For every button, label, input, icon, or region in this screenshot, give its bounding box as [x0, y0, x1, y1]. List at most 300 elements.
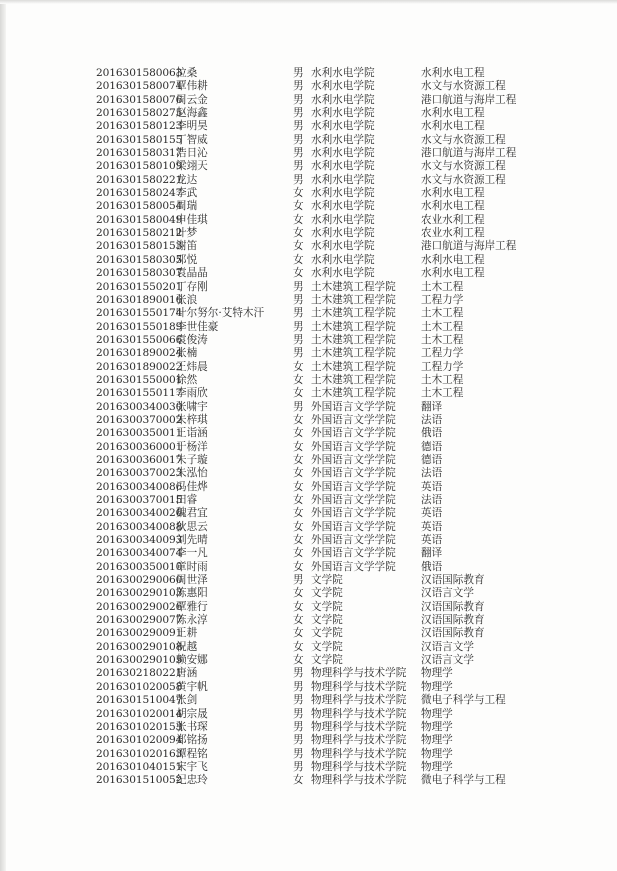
student-major: 水文与水资源工程 [421, 80, 506, 93]
student-name: 朱梓琪 [176, 413, 208, 426]
student-gender: 男 [293, 120, 304, 133]
student-id: 2016301040151 [96, 760, 183, 773]
table-row [0, 361, 617, 374]
table-row [0, 94, 617, 107]
table-row [0, 214, 617, 227]
student-college: 外国语言文学学院 [311, 413, 396, 426]
student-college: 文学院 [311, 587, 343, 600]
student-id: 2016301580054 [96, 200, 183, 213]
student-college: 土木建筑工程学院 [311, 293, 396, 306]
student-id: 2016300370023 [96, 467, 183, 480]
student-major: 英语 [421, 520, 443, 533]
student-gender: 女 [293, 427, 304, 440]
student-id: 2016301580153 [96, 240, 183, 253]
student-id: 2016300370002 [96, 413, 183, 426]
student-id: 2016300340026 [96, 507, 183, 520]
student-id: 2016301020163 [96, 747, 183, 760]
student-name: 陈永淳 [176, 614, 208, 627]
student-name: 胡宗晟 [176, 707, 208, 720]
student-gender: 男 [293, 400, 304, 413]
student-major: 物理学 [421, 760, 453, 773]
student-gender: 女 [293, 200, 304, 213]
student-name: 张浪 [176, 293, 198, 306]
student-gender: 女 [293, 774, 304, 787]
student-college: 水利水电学院 [311, 93, 375, 106]
table-row [0, 227, 617, 240]
student-gender: 男 [293, 707, 304, 720]
student-name: 张啸宇 [176, 400, 208, 413]
table-row [0, 281, 617, 294]
student-name: 丁存刚 [176, 280, 208, 293]
student-name: 叶尔努尔·艾特木汗 [176, 307, 265, 320]
student-major: 德语 [421, 453, 443, 466]
student-name: 李一凡 [176, 547, 208, 560]
student-college: 文学院 [311, 640, 343, 653]
table-row [0, 414, 617, 427]
student-id: 2016301580317 [96, 147, 183, 160]
student-college: 水利水电学院 [311, 67, 375, 79]
student-id: 2016301580123 [96, 120, 183, 133]
student-major: 物理学 [421, 720, 453, 733]
student-major: 物理学 [421, 680, 453, 693]
student-gender: 女 [293, 467, 304, 480]
student-name: 袁晶晶 [176, 267, 208, 280]
student-name: 狄思云 [176, 520, 208, 533]
student-major: 水文与水资源工程 [421, 160, 506, 173]
student-name: 李雨欣 [176, 387, 208, 400]
student-gender: 女 [293, 600, 304, 613]
table-row [0, 681, 617, 694]
student-college: 文学院 [311, 654, 343, 667]
table-row [0, 774, 617, 787]
student-name: 覃伟耕 [176, 80, 208, 93]
student-college: 土木建筑工程学院 [311, 320, 396, 333]
student-name: 徐然 [176, 373, 198, 386]
student-name: 王耕 [176, 627, 198, 640]
student-major: 土木工程 [421, 333, 464, 346]
student-gender: 男 [293, 760, 304, 773]
student-college: 土木建筑工程学院 [311, 373, 396, 386]
student-gender: 女 [293, 373, 304, 386]
student-college: 水利水电学院 [311, 187, 375, 200]
student-gender: 女 [293, 627, 304, 640]
student-gender: 男 [293, 680, 304, 693]
student-major: 法语 [421, 494, 443, 506]
student-id: 2016300350011 [96, 427, 183, 440]
table-row [0, 67, 617, 80]
table-row [0, 574, 617, 587]
student-major: 水利水电工程 [421, 187, 485, 200]
student-major: 德语 [421, 440, 443, 453]
student-id: 2016300290091 [96, 627, 183, 640]
student-gender: 男 [293, 80, 304, 93]
student-gender: 女 [293, 253, 304, 266]
student-name: 周瑞 [176, 200, 198, 213]
student-id: 2016301580275 [96, 107, 183, 120]
student-gender: 女 [293, 587, 304, 600]
page-top-shadow [0, 0, 617, 4]
table-row [0, 441, 617, 454]
student-gender: 男 [293, 93, 304, 106]
student-gender: 女 [293, 240, 304, 253]
student-gender: 男 [293, 333, 304, 346]
student-gender: 男 [293, 293, 304, 306]
student-id: 2016301890024 [96, 347, 183, 360]
student-college: 物理科学与技术学院 [311, 680, 407, 693]
student-major: 物理学 [421, 734, 453, 747]
student-id: 2016301580074 [96, 80, 183, 93]
student-major: 物理学 [421, 707, 453, 720]
student-college: 文学院 [311, 574, 343, 587]
student-id: 2016301890016 [96, 293, 183, 306]
student-gender: 男 [293, 147, 304, 160]
student-major: 英语 [421, 534, 443, 547]
student-name: 于杨洋 [176, 440, 208, 453]
student-name: 张书琛 [176, 720, 208, 733]
student-gender: 男 [293, 574, 304, 587]
student-major: 汉语言文学 [421, 587, 474, 600]
student-id: 2016301580049 [96, 213, 183, 226]
student-name: 浩日沁 [176, 147, 208, 160]
student-college: 外国语言文学学院 [311, 534, 396, 547]
student-college: 外国语言文学学院 [311, 453, 396, 466]
student-gender: 女 [293, 494, 304, 506]
student-major: 水利水电工程 [421, 120, 485, 133]
student-name: 覃雅行 [176, 600, 208, 613]
table-row [0, 507, 617, 520]
student-id: 2016301510047 [96, 694, 183, 707]
student-major: 农业水利工程 [421, 227, 485, 240]
table-row [0, 694, 617, 707]
student-major: 水利水电工程 [421, 67, 485, 79]
table-row [0, 294, 617, 307]
student-name: 拉桑 [176, 67, 198, 79]
student-name: 冯佳烨 [176, 480, 208, 493]
student-gender: 女 [293, 187, 304, 200]
table-row [0, 761, 617, 774]
student-gender: 女 [293, 534, 304, 547]
student-college: 土木建筑工程学院 [311, 307, 396, 320]
table-row [0, 467, 617, 480]
student-gender: 男 [293, 720, 304, 733]
student-major: 汉语国际教育 [421, 600, 485, 613]
table-row [0, 627, 617, 640]
student-id: 2016301890022 [96, 360, 183, 373]
student-gender: 男 [293, 160, 304, 173]
student-id: 2016301020153 [96, 720, 183, 733]
student-name: 王诣涵 [176, 427, 208, 440]
table-row [0, 147, 617, 160]
student-gender: 男 [293, 280, 304, 293]
student-major: 俄语 [421, 560, 443, 573]
student-college: 外国语言文学学院 [311, 560, 396, 573]
student-college: 土木建筑工程学院 [311, 333, 396, 346]
student-id: 2016300340088 [96, 520, 183, 533]
student-name: 黄宇帆 [176, 680, 208, 693]
student-name: 赵海鑫 [176, 107, 208, 120]
student-college: 土木建筑工程学院 [311, 387, 396, 400]
student-id: 2016300350010 [96, 560, 183, 573]
student-major: 汉语国际教育 [421, 614, 485, 627]
student-major: 水利水电工程 [421, 107, 485, 120]
student-name: 李明昊 [176, 120, 208, 133]
student-id: 2016301510052 [96, 774, 183, 787]
table-row [0, 734, 617, 747]
student-id: 2016301550001 [96, 373, 183, 386]
table-row [0, 547, 617, 560]
student-major: 港口航道与海岸工程 [421, 147, 517, 160]
table-row [0, 521, 617, 534]
student-id: 2016300290077 [96, 614, 183, 627]
student-name: 朱泓怡 [176, 467, 208, 480]
student-college: 物理科学与技术学院 [311, 734, 407, 747]
table-row [0, 494, 617, 507]
student-major: 汉语国际教育 [421, 574, 485, 587]
student-gender: 男 [293, 320, 304, 333]
student-major: 工程力学 [421, 360, 464, 373]
student-gender: 女 [293, 560, 304, 573]
student-major: 微电子科学与工程 [421, 694, 506, 707]
table-row [0, 654, 617, 667]
student-major: 工程力学 [421, 293, 464, 306]
student-college: 外国语言文学学院 [311, 494, 396, 506]
student-gender: 女 [293, 227, 304, 240]
student-gender: 女 [293, 520, 304, 533]
student-major: 土木工程 [421, 387, 464, 400]
student-id: 2016301020058 [96, 680, 183, 693]
table-row [0, 641, 617, 654]
student-id: 2016301580063 [96, 67, 183, 79]
student-college: 物理科学与技术学院 [311, 760, 407, 773]
student-id: 2016302180221 [96, 667, 183, 680]
student-gender: 女 [293, 507, 304, 520]
student-id: 2016301580076 [96, 93, 183, 106]
student-gender: 男 [293, 747, 304, 760]
student-id: 2016301020014 [96, 707, 183, 720]
student-major: 汉语国际教育 [421, 627, 485, 640]
student-gender: 女 [293, 413, 304, 426]
student-id: 2016300340030 [96, 400, 183, 413]
student-major: 港口航道与海岸工程 [421, 93, 517, 106]
student-college: 水利水电学院 [311, 160, 375, 173]
student-id: 2016301580155 [96, 133, 183, 146]
table-row [0, 481, 617, 494]
student-college: 水利水电学院 [311, 80, 375, 93]
student-gender: 男 [293, 734, 304, 747]
student-major: 水利水电工程 [421, 253, 485, 266]
student-gender: 男 [293, 667, 304, 680]
student-major: 土木工程 [421, 307, 464, 320]
student-name: 袁俊涛 [176, 333, 208, 346]
student-id: 2016301580305 [96, 253, 183, 266]
student-major: 英语 [421, 507, 443, 520]
student-college: 水利水电学院 [311, 133, 375, 146]
student-id: 2016301020094 [96, 734, 183, 747]
student-id: 2016301550174 [96, 307, 183, 320]
student-major: 物理学 [421, 667, 453, 680]
table-row [0, 534, 617, 547]
student-gender: 女 [293, 453, 304, 466]
student-gender: 女 [293, 614, 304, 627]
table-row [0, 614, 617, 627]
student-id: 2016301550201 [96, 280, 183, 293]
student-gender: 男 [293, 307, 304, 320]
student-college: 土木建筑工程学院 [311, 280, 396, 293]
student-id: 2016301550189 [96, 320, 183, 333]
table-row [0, 427, 617, 440]
student-major: 物理学 [421, 747, 453, 760]
student-major: 农业水利工程 [421, 213, 485, 226]
student-id: 2016300360017 [96, 453, 183, 466]
student-college: 外国语言文学学院 [311, 440, 396, 453]
student-name: 章时雨 [176, 560, 208, 573]
student-name: 谢笛 [176, 240, 198, 253]
student-college: 物理科学与技术学院 [311, 694, 407, 707]
table-row [0, 667, 617, 680]
student-name: 李武 [176, 187, 198, 200]
student-college: 外国语言文学学院 [311, 480, 396, 493]
student-id: 2016300340093 [96, 534, 183, 547]
table-row [0, 120, 617, 133]
student-name: 祝越 [176, 640, 198, 653]
student-gender: 女 [293, 654, 304, 667]
student-name: 魏君宜 [176, 507, 208, 520]
student-id: 2016301580247 [96, 187, 183, 200]
table-row [0, 187, 617, 200]
student-college: 水利水电学院 [311, 253, 375, 266]
student-college: 水利水电学院 [311, 213, 375, 226]
student-college: 水利水电学院 [311, 240, 375, 253]
student-gender: 男 [293, 347, 304, 360]
table-row [0, 267, 617, 280]
student-major: 水利水电工程 [421, 267, 485, 280]
student-college: 水利水电学院 [311, 173, 375, 186]
table-row [0, 240, 617, 253]
student-college: 物理科学与技术学院 [311, 774, 407, 787]
student-major: 土木工程 [421, 280, 464, 293]
student-name: 纪忠玲 [176, 774, 208, 787]
student-major: 英语 [421, 480, 443, 493]
student-gender: 男 [293, 694, 304, 707]
student-major: 土木工程 [421, 320, 464, 333]
student-college: 物理科学与技术学院 [311, 707, 407, 720]
student-college: 外国语言文学学院 [311, 547, 396, 560]
student-name: 宋宇飞 [176, 760, 208, 773]
student-gender: 女 [293, 480, 304, 493]
table-row [0, 254, 617, 267]
student-college: 物理科学与技术学院 [311, 667, 407, 680]
student-college: 物理科学与技术学院 [311, 747, 407, 760]
student-college: 文学院 [311, 614, 343, 627]
student-id: 2016300290026 [96, 600, 183, 613]
student-college: 外国语言文学学院 [311, 400, 396, 413]
student-college: 水利水电学院 [311, 200, 375, 213]
student-gender: 男 [293, 133, 304, 146]
student-college: 文学院 [311, 600, 343, 613]
student-gender: 男 [293, 107, 304, 120]
table-row [0, 721, 617, 734]
student-name: 邓悦 [176, 253, 198, 266]
student-id: 2016301550117 [96, 387, 183, 400]
student-name: 张剑 [176, 694, 198, 707]
table-row [0, 561, 617, 574]
student-gender: 女 [293, 267, 304, 280]
student-name: 张楠 [176, 347, 198, 360]
student-major: 微电子科学与工程 [421, 774, 506, 787]
table-row [0, 401, 617, 414]
table-row [0, 748, 617, 761]
student-name: 朱子璇 [176, 453, 208, 466]
table-row [0, 347, 617, 360]
student-major: 港口航道与海岸工程 [421, 240, 517, 253]
student-major: 翻译 [421, 547, 443, 560]
student-name: 申佳琪 [176, 213, 208, 226]
student-id: 2016300370015 [96, 494, 183, 506]
student-roster [0, 67, 617, 788]
student-name: 谭程铭 [176, 747, 208, 760]
student-id: 2016300340074 [96, 547, 183, 560]
student-major: 工程力学 [421, 347, 464, 360]
table-row [0, 387, 617, 400]
student-id: 2016300290105 [96, 654, 183, 667]
table-row [0, 708, 617, 721]
student-major: 法语 [421, 467, 443, 480]
student-major: 水利水电工程 [421, 200, 485, 213]
student-gender: 女 [293, 213, 304, 226]
student-college: 水利水电学院 [311, 120, 375, 133]
student-id: 2016301550066 [96, 333, 183, 346]
student-college: 文学院 [311, 627, 343, 640]
student-gender: 女 [293, 547, 304, 560]
table-row [0, 321, 617, 334]
student-college: 水利水电学院 [311, 267, 375, 280]
student-gender: 男 [293, 67, 304, 79]
student-major: 水文与水资源工程 [421, 173, 506, 186]
student-major: 俄语 [421, 427, 443, 440]
student-gender: 女 [293, 360, 304, 373]
student-id: 2016300290060 [96, 574, 183, 587]
student-major: 翻译 [421, 400, 443, 413]
student-name: 郑铭扬 [176, 734, 208, 747]
student-name: 叶梦 [176, 227, 198, 240]
student-college: 水利水电学院 [311, 107, 375, 120]
student-id: 2016301580109 [96, 160, 183, 173]
student-college: 土木建筑工程学院 [311, 360, 396, 373]
student-major: 土木工程 [421, 373, 464, 386]
student-name: 梁翊天 [176, 160, 208, 173]
student-college: 物理科学与技术学院 [311, 720, 407, 733]
student-name: 周世泽 [176, 574, 208, 587]
student-name: 唐涵 [176, 667, 198, 680]
table-row [0, 80, 617, 93]
student-name: 赖安娜 [176, 654, 208, 667]
table-row [0, 454, 617, 467]
student-name: 龙达 [176, 173, 198, 186]
student-major: 汉语言文学 [421, 654, 474, 667]
student-college: 土木建筑工程学院 [311, 347, 396, 360]
student-gender: 女 [293, 440, 304, 453]
table-row [0, 587, 617, 600]
student-id: 2016301580221 [96, 173, 183, 186]
student-college: 外国语言文学学院 [311, 427, 396, 440]
table-row [0, 134, 617, 147]
student-gender: 男 [293, 173, 304, 186]
student-college: 水利水电学院 [311, 147, 375, 160]
student-major: 汉语言文学 [421, 640, 474, 653]
student-id: 2016301580307 [96, 267, 183, 280]
table-row [0, 374, 617, 387]
table-row [0, 307, 617, 320]
